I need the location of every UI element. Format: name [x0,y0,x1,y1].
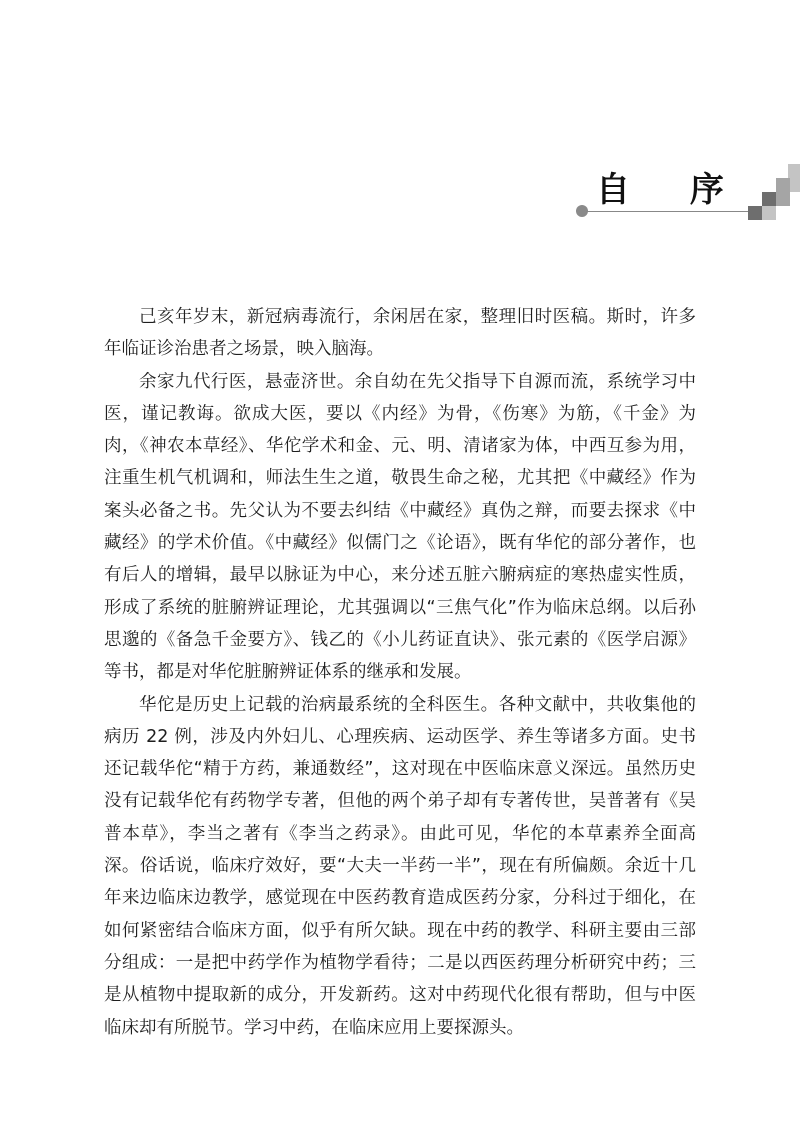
deco-square [748,206,762,220]
page-title: 自 序 [596,170,748,210]
deco-square [776,178,790,192]
paragraph: 余家九代行医，悬壶济世。余自幼在先父指导下自源而流，系统学习中医，谨记教诲。欲成大医，要以《内经》为骨，《伤寒》为筋，《千金》为肉，《神农本草经》、华佗学术和金、元、明、清诸家为体，中西互参为用，注重生机气机调和，师法生生之道，敬畏生命之秘，尤其把《中藏经》作为案头必备之书。先父认为不要去纠结《中藏经》真伪之辩，而要去探求《中藏经》的学术价值。《中藏经》似儒门之《论语》，既有华佗的部分著作，也有后人的增辑，最早以脉证为中心，来分述五脏六腑病症的寒热虚实性质，形成了系统的脏腑辨证理论，尤其强调以“三焦气化”作为临床总纲。以后孙思邈的《备急千金要方》、钱乙的《小儿药证直诀》、张元素的《医学启源》等书，都是对华佗脏腑辨证体系的继承和发展。 [104,371,696,683]
deco-square [762,192,776,206]
paragraph: 己亥年岁末，新冠病毒流行，余闲居在家，整理旧时医稿。斯时，许多年临证诊治患者之场景，映入脑海。 [104,307,696,360]
title-rule [586,211,754,212]
deco-square [788,164,800,178]
deco-square [790,178,800,192]
body-text [104,301,696,1044]
deco-square [762,206,776,220]
deco-square [776,192,790,206]
paragraph: 华佗是历史上记载的治病最系统的全科医生。各种文献中，共收集他的病历 22 例，涉及内外妇儿、心理疾病、运动医学、养生等诸多方面。史书还记载华佗“精于方药，兼通数经”，这对现在中医临床意义深远。虽然历史没有记载华佗有药物学专著，但他的两个弟子却有专著传世，吴普著有《吴普本草》，李当之著有《李当之药录》。由此可见，华佗的本草素养全面高深。俗话说，临床疗效好，要“大夫一半药一半”，现在有所偏颇。余近十几年来边临床边教学，感觉现在中医药教育造成医药分家，分科过于细化，在如何紧密结合临床方面，似乎有所欠缺。现在中药的教学、科研主要由三部分组成：一是把中药学作为植物学看待；二是以西医药理分析研究中药；三是从植物中提取新的成分，开发新药。这对中药现代化很有帮助，但与中医临床却有所脱节。学习中药，在临床应用上要探源头。 [104,694,696,1038]
